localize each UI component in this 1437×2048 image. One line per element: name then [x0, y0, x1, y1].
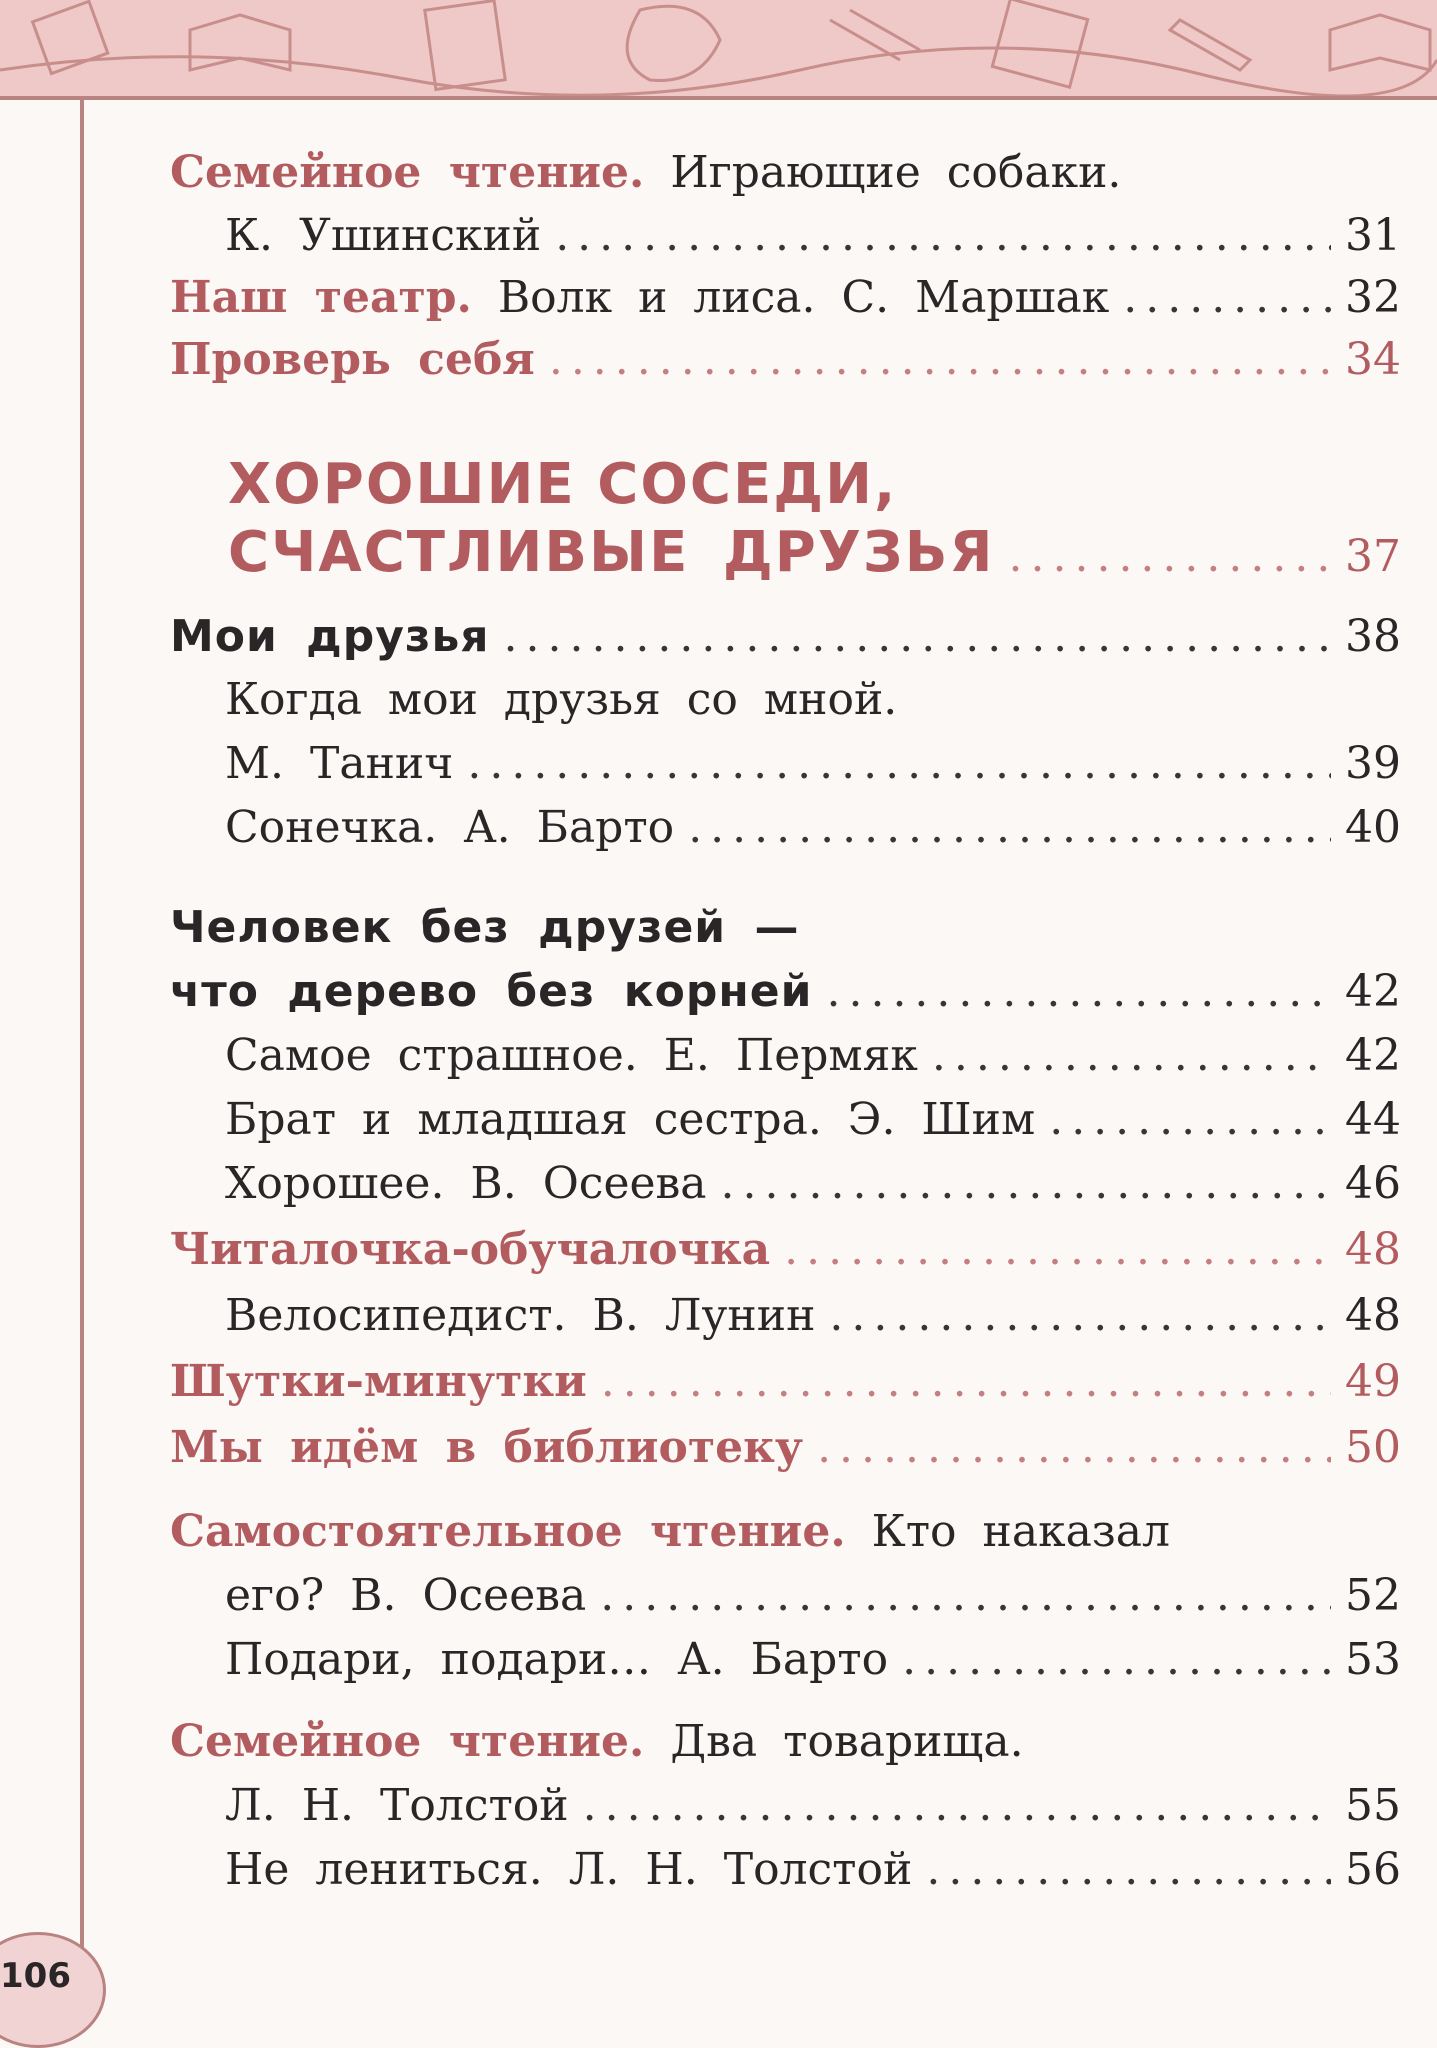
toc-page: 40 [1345, 802, 1401, 853]
toc-entry [225, 734, 1401, 794]
toc-page: 39 [1345, 738, 1401, 789]
toc-title: его? В. Осеева [225, 1570, 587, 1621]
toc-title: Не лениться. Л. Н. Толстой [225, 1844, 913, 1895]
toc-page: 31 [1345, 210, 1401, 261]
toc-page: 55 [1345, 1780, 1401, 1831]
toc-title: Подари, подари… А. Барто [225, 1634, 889, 1685]
toc-title: Играющие собаки. [670, 147, 1122, 198]
toc-page: 42 [1345, 1030, 1401, 1081]
toc-entry [170, 1712, 1401, 1772]
toc-entry [170, 143, 1401, 203]
toc-title: Л. Н. Толстой [225, 1780, 569, 1831]
toc-rubric: Мы идём в библиотеку [170, 1422, 804, 1473]
toc-entry [225, 1154, 1401, 1214]
toc-entry [225, 1776, 1401, 1836]
toc-rubric: Семейное чтение. [170, 147, 645, 198]
toc-title: Брат и младшая сестра. Э. Шим [225, 1094, 1036, 1145]
dot-leader [817, 1418, 1331, 1478]
toc-title: Кто наказал [871, 1506, 1170, 1557]
toc-entry [170, 330, 1401, 390]
toc-entry [225, 670, 1401, 730]
toc-entry [170, 268, 1401, 328]
toc-page: 34 [1345, 334, 1401, 385]
toc-rubric: Читалочка-обучалочка [170, 1224, 771, 1275]
toc-page: 42 [1345, 966, 1401, 1017]
toc-heading: Человек без друзей — [170, 902, 800, 953]
dot-leader [555, 206, 1331, 266]
toc-title: Два товарища. [670, 1716, 1024, 1767]
toc-title: Волк и лиса. С. Маршак [497, 272, 1110, 323]
dot-leader [601, 1352, 1331, 1412]
toc-page: 44 [1345, 1094, 1401, 1145]
dot-leader [829, 1286, 1331, 1346]
toc-entry [225, 206, 1401, 266]
dot-leader [721, 1154, 1331, 1214]
toc-entry [225, 1840, 1401, 1900]
toc-rubric: Проверь себя [170, 334, 535, 385]
section-title-line2: СЧАСТЛИВЫЕ ДРУЗЬЯ [228, 520, 995, 585]
toc-rubric: Семейное чтение. [170, 1716, 645, 1767]
toc-entry [225, 1630, 1401, 1690]
toc-page: 32 [1345, 272, 1401, 323]
dot-leader [467, 734, 1331, 794]
toc-title: Когда мои друзья со мной. [225, 674, 898, 725]
toc-page: 46 [1345, 1158, 1401, 1209]
toc-title: М. Танич [225, 738, 454, 789]
toc-entry [225, 1026, 1401, 1086]
toc-title: Сонечка. А. Барто [225, 802, 675, 853]
dot-leader [504, 607, 1331, 667]
toc-entry [170, 962, 1401, 1022]
page-number: 106 [0, 1956, 71, 1996]
toc-rubric: Самостоятельное чтение. [170, 1506, 846, 1557]
toc-page: 49 [1345, 1356, 1401, 1407]
toc-heading: Мои друзья [170, 611, 490, 662]
toc-entry [170, 1418, 1401, 1478]
dot-leader [1049, 1090, 1331, 1150]
toc-page: 48 [1345, 1290, 1401, 1341]
toc-entry [225, 798, 1401, 858]
toc-title: Велосипедист. В. Лунин [225, 1290, 816, 1341]
dot-leader [932, 1026, 1331, 1086]
toc-title: Хорошее. В. Осеева [225, 1158, 707, 1209]
dot-leader [784, 1220, 1331, 1280]
section-title-line1: ХОРОШИЕ СОСЕДИ, [228, 452, 898, 517]
toc-entry [170, 1502, 1401, 1562]
toc-page: 53 [1345, 1634, 1401, 1685]
dot-leader [1009, 524, 1331, 590]
toc-entry [225, 1090, 1401, 1150]
toc-page: 38 [1345, 611, 1401, 662]
toc-page: 50 [1345, 1422, 1401, 1473]
toc-page: 52 [1345, 1570, 1401, 1621]
toc-entry [170, 1220, 1401, 1280]
dot-leader [549, 330, 1331, 390]
dot-leader [600, 1566, 1331, 1626]
toc-title: Самое страшное. Е. Пермяк [225, 1030, 918, 1081]
toc-entry [170, 898, 1401, 958]
toc-rubric: Наш театр. [170, 272, 472, 323]
dot-leader [902, 1630, 1331, 1690]
toc-section-entry [228, 520, 1401, 590]
toc-title: К. Ушинский [225, 210, 542, 261]
dot-leader [583, 1776, 1331, 1836]
dot-leader [688, 798, 1331, 858]
toc-entry [170, 1352, 1401, 1412]
dot-leader [926, 1840, 1331, 1900]
toc-entry [225, 1566, 1401, 1626]
toc-heading: что дерево без корней [170, 966, 813, 1017]
toc-page: 56 [1345, 1844, 1401, 1895]
toc-page: 37 [1345, 531, 1401, 582]
toc-entry [170, 607, 1401, 667]
toc-page: 48 [1345, 1224, 1401, 1275]
dot-leader [1123, 268, 1331, 328]
dot-leader [826, 962, 1331, 1022]
toc-entry [225, 1286, 1401, 1346]
toc-rubric: Шутки-минутки [170, 1356, 587, 1407]
